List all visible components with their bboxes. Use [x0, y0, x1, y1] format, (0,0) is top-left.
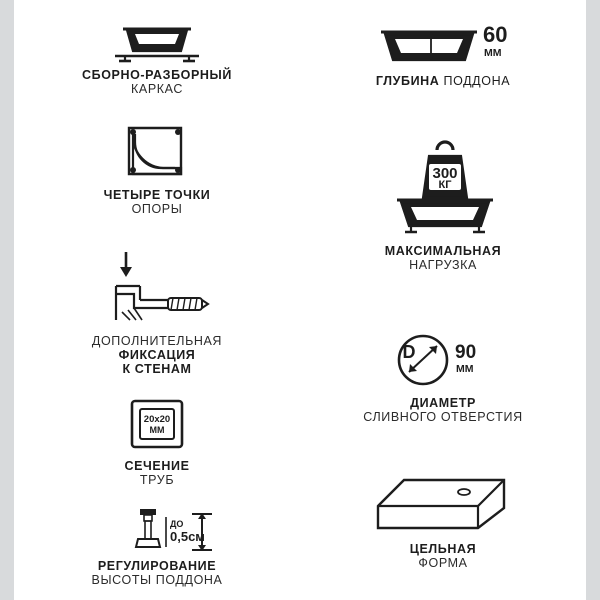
adjust-value: 0,5см: [170, 529, 205, 544]
feature-depth: [300, 20, 586, 88]
drain-symbol: D: [402, 342, 416, 362]
feature-frame-line1: СБОРНО-РАЗБОРНЫЙ: [82, 68, 232, 82]
feature-drain-line1: ДИАМЕТР: [410, 396, 476, 410]
drain-unit: ММ: [456, 363, 474, 375]
feature-wall-fix-line1: ДОПОЛНИТЕЛЬНАЯ: [91, 334, 223, 348]
caption-load: [300, 244, 586, 272]
feature-adjust-line2: ВЫСОТЫ ПОДДОНА: [91, 573, 223, 587]
feature-pipe-line1: СЕЧЕНИЕ: [124, 459, 190, 473]
feature-frame: [14, 20, 300, 96]
drain-diameter-icon: [343, 330, 543, 392]
feature-wall-fix: [14, 250, 300, 376]
adjustable-foot-icon: [82, 505, 232, 555]
four-support-points-icon: [97, 122, 217, 184]
caption-drain: [300, 396, 586, 424]
caption-depth: [300, 74, 586, 88]
feature-load-line2: НАГРУЗКА: [409, 258, 477, 272]
depth-unit: ММ: [484, 47, 502, 59]
depth-value: 60: [483, 22, 508, 47]
feature-load: [300, 140, 586, 272]
feature-four-points-line2: ОПОРЫ: [131, 202, 183, 216]
feature-depth-line2: ПОДДОНА: [443, 74, 511, 88]
feature-frame-line2: КАРКАС: [131, 82, 183, 96]
caption-pipe: [14, 459, 300, 487]
feature-wall-fix-line3: К СТЕНАМ: [122, 362, 192, 376]
feature-adjust-line1: РЕГУЛИРОВАНИЕ: [97, 559, 217, 573]
load-value: 300: [432, 165, 458, 182]
feature-depth-line1: ГЛУБИНА: [375, 74, 440, 88]
load-unit: КГ: [438, 179, 452, 191]
feature-load-line1: МАКСИМАЛЬНАЯ: [384, 244, 502, 258]
caption-adjust: [14, 559, 300, 587]
feature-drain: [300, 330, 586, 424]
drain-value: 90: [455, 342, 477, 363]
feature-adjust: [14, 505, 300, 587]
feature-drain-line2: СЛИВНОГО ОТВЕРСТИЯ: [363, 410, 523, 424]
adjust-value-prefix: ДО: [170, 519, 184, 529]
solid-form-tray-icon: [348, 472, 538, 538]
left-gray-band: [0, 0, 14, 600]
pipe-section-icon: [102, 395, 212, 455]
pipe-badge-value: 20x20: [143, 414, 171, 425]
shower-tray-frame-icon: [77, 20, 237, 64]
caption-frame: [14, 68, 300, 96]
feature-solid: [300, 472, 586, 570]
feature-four-points: [14, 122, 300, 216]
wall-bracket-icon: [82, 250, 232, 330]
tray-depth-icon: [343, 20, 543, 70]
feature-four-points-line1: ЧЕТЫРЕ ТОЧКИ: [103, 188, 211, 202]
feature-pipe: [14, 395, 300, 487]
feature-solid-line2: ФОРМА: [418, 556, 468, 570]
max-load-weight-icon: [353, 140, 533, 240]
pipe-badge-unit: ММ: [149, 425, 165, 435]
caption-wall-fix: [14, 334, 300, 376]
caption-solid: [300, 542, 586, 570]
caption-four-points: [14, 188, 300, 216]
feature-solid-line1: ЦЕЛЬНАЯ: [409, 542, 477, 556]
right-gray-band: [586, 0, 600, 600]
feature-pipe-line2: ТРУБ: [139, 473, 175, 487]
feature-wall-fix-line2: ФИКСАЦИЯ: [118, 348, 196, 362]
